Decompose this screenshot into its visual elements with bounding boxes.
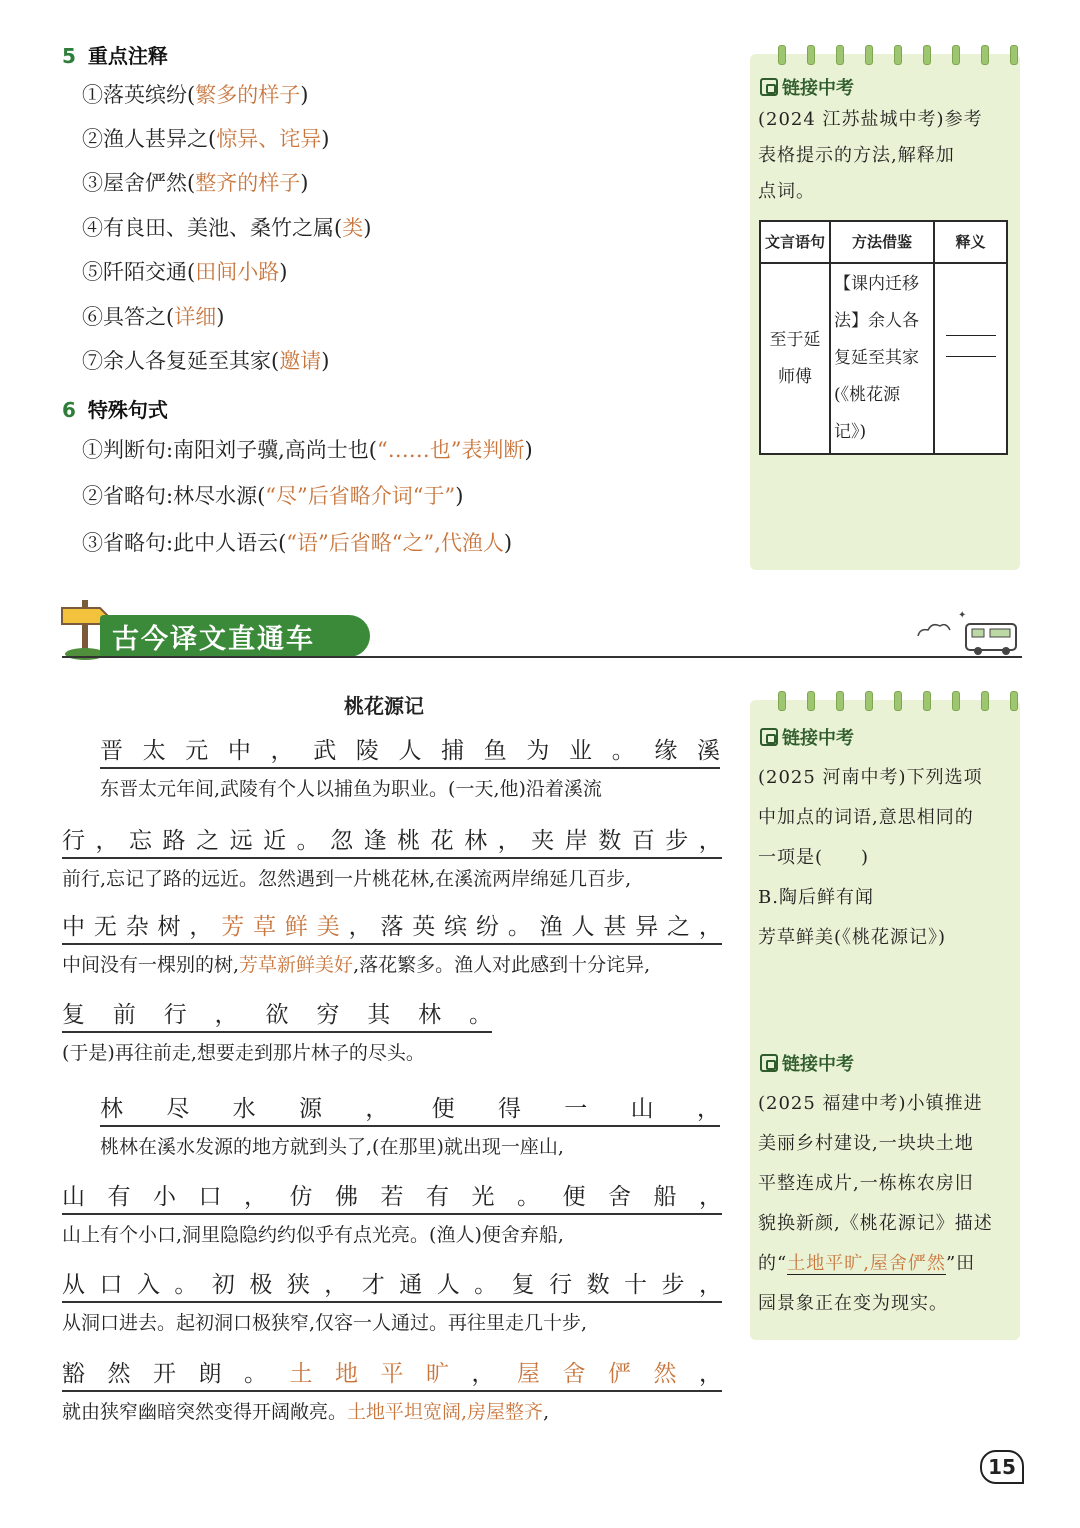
original-line <box>62 908 722 945</box>
original-char: 初 <box>211 1272 235 1298</box>
link-icon <box>760 728 778 746</box>
original-char: 穷 <box>316 1002 340 1028</box>
original-char: 豁 <box>62 1361 85 1387</box>
original-char: 近 <box>263 828 287 854</box>
passage-title: 桃花源记 <box>344 694 424 718</box>
translation-line: 从洞口进去。起初洞口极狭窄,仅容一人通过。再往里走几十步, <box>62 1312 588 1334</box>
original-char: 岸 <box>564 828 588 854</box>
section-number: 5 <box>62 44 76 68</box>
note-item: ④有良田、美池、桑竹之属(类) <box>82 216 372 240</box>
note-item: ②渔人甚异之(惊异、诧异) <box>82 127 330 151</box>
original-char: 一 <box>564 1096 588 1122</box>
original-char: 。 <box>244 1361 267 1387</box>
original-char: 才 <box>361 1272 385 1298</box>
original-char: 鲜 <box>284 914 308 940</box>
translation-line: 山上有个小口,洞里隐隐约约似乎有点光亮。(渔人)便舍弃船, <box>62 1224 564 1246</box>
original-char: 平 <box>380 1361 404 1387</box>
original-char: 杂 <box>125 914 149 940</box>
card-title: 链接中考 <box>760 1050 854 1076</box>
original-char: 人 <box>398 738 422 764</box>
table-header: 方法借鉴 <box>830 221 934 263</box>
original-char: 然 <box>653 1361 677 1387</box>
original-char: 便 <box>431 1096 455 1122</box>
translation-line: 前行,忘记了路的远近。忽然遇到一片桃花林,在溪流两岸绵延几百步, <box>62 868 632 890</box>
original-char: ， <box>365 1096 389 1122</box>
answer-blank[interactable] <box>946 356 996 357</box>
original-char: 数 <box>598 828 622 854</box>
section-5-heading <box>62 40 168 69</box>
original-char: 业 <box>569 738 593 764</box>
note-item: ⑤阡陌交通(田间小路) <box>82 260 288 284</box>
original-char: 缤 <box>444 914 468 940</box>
link-icon <box>760 78 778 96</box>
note-item: ③屋舍俨然(整齐的样子) <box>82 171 309 195</box>
binder-rings <box>778 691 1018 711</box>
sentence-item: ③省略句:此中人语云(“语”后省略“之”,代渔人) <box>82 531 513 555</box>
original-char: 旷 <box>426 1361 449 1387</box>
original-char: 百 <box>631 828 655 854</box>
original-char: ， <box>95 828 119 854</box>
original-char: 纷 <box>475 914 499 940</box>
original-char: ， <box>270 738 294 764</box>
section-number: 6 <box>62 398 76 422</box>
original-char: 地 <box>335 1361 358 1387</box>
original-char: 中 <box>227 738 251 764</box>
original-char: 。 <box>507 914 531 940</box>
original-char: 极 <box>249 1272 273 1298</box>
original-char: 忘 <box>129 828 153 854</box>
original-line <box>62 996 492 1033</box>
exam-link-card-2 <box>750 700 1020 1340</box>
original-char: 芳 <box>221 914 245 940</box>
table-cell-answer[interactable] <box>934 263 1007 454</box>
original-char: 船 <box>653 1184 677 1210</box>
table-cell-sentence: 至于延师傅 <box>760 263 830 454</box>
original-char: 为 <box>526 738 550 764</box>
original-char: 路 <box>162 828 186 854</box>
original-char: ， <box>189 914 213 940</box>
original-char: 逢 <box>363 828 387 854</box>
original-char: 仿 <box>289 1184 313 1210</box>
original-char: 林 <box>100 1096 123 1122</box>
translation-line: 东晋太元年间,武陵有个人以捕鱼为职业。(一天,他)沿着溪流 <box>100 778 602 800</box>
original-char: 光 <box>471 1184 495 1210</box>
original-char: 佛 <box>335 1184 358 1210</box>
original-char: 欲 <box>265 1002 289 1028</box>
original-char: 林 <box>418 1002 442 1028</box>
original-char: 数 <box>586 1272 610 1298</box>
original-char: ， <box>699 1184 722 1210</box>
original-char: 十 <box>624 1272 648 1298</box>
table-cell-method: 【课内迁移法】余人各复延至其家(《桃花源记》) <box>830 263 934 454</box>
original-char: 小 <box>153 1184 176 1210</box>
card-title: 链接中考 <box>760 74 854 100</box>
original-char: 其 <box>367 1002 391 1028</box>
original-char: 树 <box>157 914 181 940</box>
translation-line: 桃林在溪水发源的地方就到头了,(在那里)就出现一座山, <box>100 1136 564 1158</box>
sentence-item: ②省略句:林尽水源(“尽”后省略介词“于”) <box>82 484 464 508</box>
original-char: ， <box>324 1272 348 1298</box>
original-char: 。 <box>517 1184 540 1210</box>
original-char: ， <box>497 828 521 854</box>
original-char: ， <box>698 914 722 940</box>
original-char: 。 <box>296 828 320 854</box>
original-char: 草 <box>253 914 277 940</box>
original-char: 美 <box>316 914 340 940</box>
original-char: 花 <box>430 828 454 854</box>
original-char: 得 <box>497 1096 521 1122</box>
original-char: 元 <box>185 738 209 764</box>
section-title: 特殊句式 <box>87 398 168 422</box>
translation-line: (于是)再往前走,想要走到那片林子的尽头。 <box>62 1042 425 1064</box>
original-line <box>100 1090 720 1127</box>
original-line <box>62 822 722 859</box>
original-char: 捕 <box>441 738 465 764</box>
sentence-item: ①判断句:南阳刘子骥,高尚士也(“……也”表判断) <box>82 438 533 462</box>
original-char: 人 <box>571 914 595 940</box>
page-number: 15 <box>980 1450 1024 1484</box>
original-char: 武 <box>313 738 337 764</box>
card-body: (2025 福建中考)小镇推进 美丽乡村建设,一块块土地 平整连成片,一栋栋农房旧 貌换新颜,《桃花源记》描述 的“土地平旷,屋舍俨然”田 园景象正在变为现实。 <box>758 1093 993 1314</box>
original-char: 水 <box>232 1096 256 1122</box>
original-char: 开 <box>153 1361 176 1387</box>
answer-blank[interactable] <box>946 335 996 336</box>
original-char: 英 <box>412 914 436 940</box>
original-char: 土 <box>289 1361 313 1387</box>
original-char: 异 <box>635 914 659 940</box>
original-char: 从 <box>62 1272 85 1298</box>
original-char: 有 <box>107 1184 131 1210</box>
original-char: 鱼 <box>483 738 507 764</box>
original-char: 通 <box>399 1272 423 1298</box>
original-char: 林 <box>464 828 488 854</box>
original-char: 甚 <box>603 914 627 940</box>
original-char: 夹 <box>531 828 555 854</box>
camper-van-icon <box>910 610 1022 656</box>
original-char: 舍 <box>608 1184 631 1210</box>
section-title: 重点注释 <box>87 44 168 68</box>
original-char: 便 <box>562 1184 586 1210</box>
note-item: ①落英缤纷(繁多的样子) <box>82 83 309 107</box>
original-char: ， <box>471 1361 495 1387</box>
original-char: 。 <box>469 1002 492 1028</box>
original-char: 忽 <box>330 828 354 854</box>
original-char: 尽 <box>166 1096 190 1122</box>
original-char: 之 <box>196 828 220 854</box>
original-char: ， <box>214 1002 238 1028</box>
original-char: 。 <box>611 738 635 764</box>
original-char: 无 <box>93 914 117 940</box>
original-char: 。 <box>174 1272 198 1298</box>
original-char: 入 <box>136 1272 160 1298</box>
original-char: 口 <box>99 1272 123 1298</box>
table-header: 释义 <box>934 221 1007 263</box>
translation-line: 中间没有一棵别的树,芳草新鲜美好,落花繁多。渔人对此感到十分诧异, <box>62 954 651 976</box>
original-char: 复 <box>62 1002 85 1028</box>
section-6-heading <box>62 394 168 423</box>
original-char: ， <box>698 1272 722 1298</box>
original-char: 若 <box>380 1184 404 1210</box>
original-char: 狭 <box>286 1272 310 1298</box>
original-char: 行 <box>163 1002 187 1028</box>
original-char: 俨 <box>608 1361 631 1387</box>
original-char: 溪 <box>696 738 720 764</box>
original-line <box>100 732 720 769</box>
original-char: ， <box>698 828 722 854</box>
original-char: 屋 <box>517 1361 540 1387</box>
original-char: 山 <box>62 1184 85 1210</box>
original-char: 行 <box>549 1272 573 1298</box>
original-line <box>62 1266 722 1303</box>
original-char: 晋 <box>100 738 123 764</box>
original-char: 山 <box>630 1096 654 1122</box>
link-icon <box>760 1054 778 1072</box>
original-char: 舍 <box>562 1361 586 1387</box>
banner-divider <box>62 656 1022 658</box>
original-char: 前 <box>112 1002 136 1028</box>
card-body: (2025 河南中考)下列选项 中加点的词语,意思相同的 一项是( ) B.陶后鲜有闻 芳草鲜美(《桃花源记》) <box>758 767 983 948</box>
original-char: 太 <box>142 738 166 764</box>
original-char: 人 <box>436 1272 460 1298</box>
note-item: ⑥具答之(详细) <box>82 305 225 329</box>
original-char: ， <box>244 1184 267 1210</box>
original-char: 远 <box>229 828 253 854</box>
table-header: 文言语句 <box>760 221 830 263</box>
original-char: 中 <box>62 914 85 940</box>
svg-text:✦: ✦ <box>958 610 967 621</box>
original-line <box>62 1178 722 1215</box>
original-char: 有 <box>426 1184 449 1210</box>
original-char: 步 <box>665 828 689 854</box>
original-line <box>62 1355 722 1392</box>
original-char: 渔 <box>539 914 563 940</box>
binder-rings <box>778 45 1018 65</box>
translation-line: 就由狭窄幽暗突然变得开阔敞亮。土地平坦宽阔,房屋整齐, <box>62 1401 550 1423</box>
method-table <box>759 220 1008 455</box>
original-char: 缘 <box>654 738 678 764</box>
original-char: 桃 <box>397 828 421 854</box>
original-char: 行 <box>62 828 85 854</box>
banner-title: 古今译文直通车 <box>112 624 315 655</box>
original-char: 落 <box>380 914 404 940</box>
original-char: 步 <box>661 1272 685 1298</box>
note-item: ⑦余人各复延至其家(邀请) <box>82 349 330 373</box>
original-char: ， <box>699 1361 722 1387</box>
original-char: ， <box>696 1096 720 1122</box>
card-body: (2024 江苏盐城中考)参考 表格提示的方法,解释加 点词。 <box>758 109 983 202</box>
original-char: ， <box>348 914 372 940</box>
original-char: 复 <box>511 1272 535 1298</box>
original-char: 朗 <box>198 1361 222 1387</box>
original-char: 然 <box>107 1361 131 1387</box>
original-char: 之 <box>667 914 691 940</box>
card-title: 链接中考 <box>760 724 854 750</box>
original-char: 源 <box>298 1096 322 1122</box>
original-char: 陵 <box>355 738 379 764</box>
original-char: 。 <box>474 1272 498 1298</box>
original-char: 口 <box>198 1184 222 1210</box>
